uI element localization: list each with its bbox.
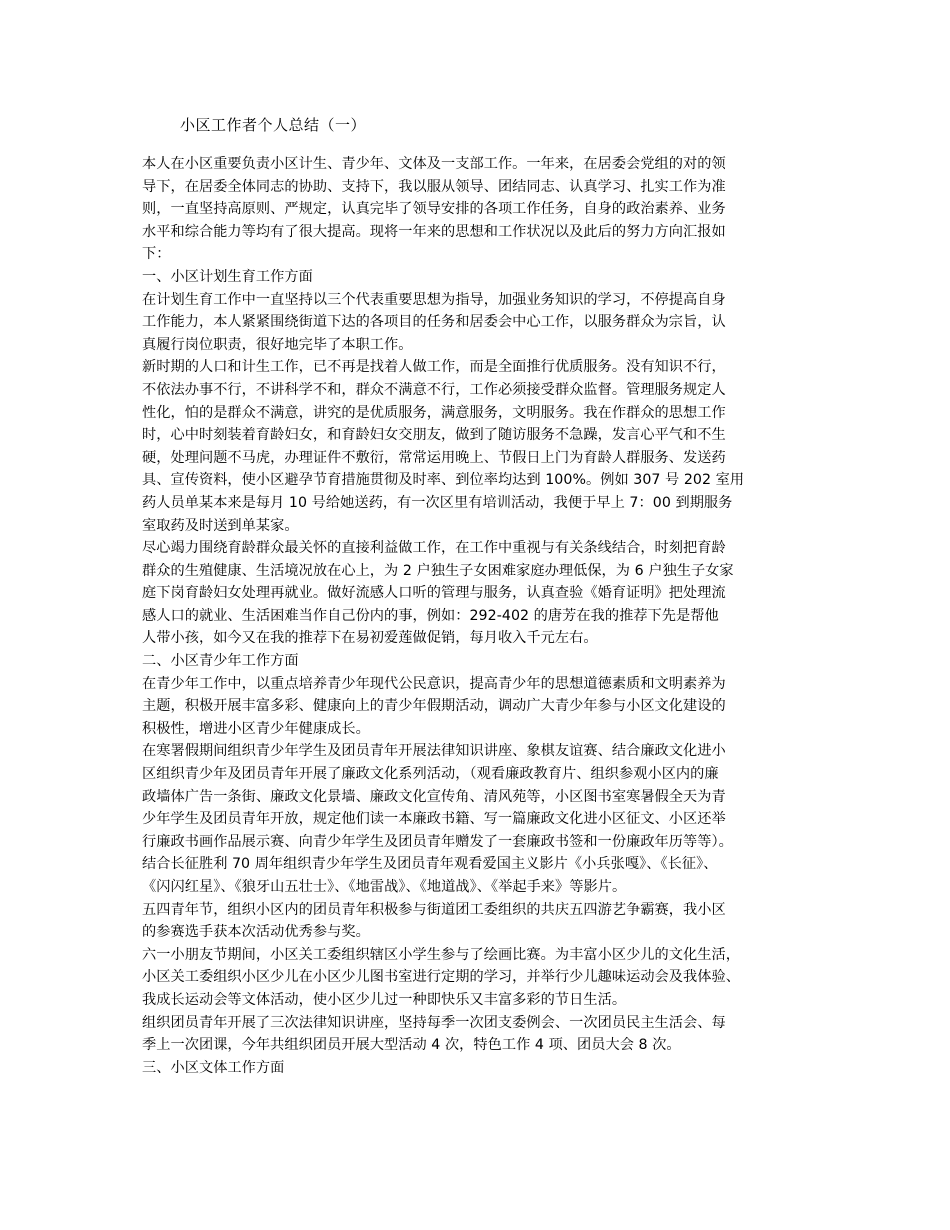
text-line: 季上一次团课，今年共组织团员开展大型活动 4 次，特色工作 4 项、团员大会 8 次。 <box>142 1037 681 1054</box>
text-line: 组织团员青年开展了三次法律知识讲座，坚持每季一次团支委例会、一次团员民主生活会、每 <box>142 1014 726 1031</box>
text-line: 药人员单某本来是每月 10 号给她送药，有一次区里有培训活动，我便于早上 7：00 到期服务 <box>142 494 733 511</box>
text-line: 本人在小区重要负责小区计生、青少年、文体及一支部工作。一年来，在居委会党组的对的领 <box>142 156 726 172</box>
text-line: 真履行岗位职责，很好地完毕了本职工作。 <box>142 336 413 353</box>
text-line: 人带小孩，如今又在我的推荐下在易初爱莲做促销，每月收入千元左右。 <box>142 630 598 647</box>
text-line: 性化，怕的是群众不满意，讲究的是优质服务，满意服务，文明服务。我在作群众的思想工作 <box>142 404 726 421</box>
text-line: 感人口的就业、生活困难当作自己份内的事，例如：292-402 的唐芳在我的推荐下先是帮他 <box>142 607 719 624</box>
text-line: 不依法办事不行，不讲科学不和，群众不满意不行，工作必须接受群众监督。管理服务规定人 <box>142 381 726 398</box>
text-line: 五四青年节，组织小区内的团员青年积极参与街道团工委组织的共庆五四游艺争霸赛，我小区 <box>142 901 726 918</box>
text-line: 工作能力，本人紧紧围绕街道下达的各项目的任务和居委会中心工作，以服务群众为宗旨，认 <box>142 314 726 331</box>
text-line: 尽心竭力围绕育龄群众最关怀的直接利益做工作，在工作中重视与有关条线结合，时刻把育龄 <box>142 540 726 557</box>
document-title: 小区工作者个人总结（一） <box>180 116 367 134</box>
text-line: 庭下岗育龄妇女处理再就业。做好流感人口听的管理与服务，认真查验《婚育证明》把处理流 <box>142 585 726 602</box>
text-line: 在青少年工作中，以重点培养青少年现代公民意识，提高青少年的思想道德素质和文明素养为 <box>142 675 726 692</box>
text-line: 硬，处理问题不马虎，办理证件不敷衍，常常运用晚上、节假日上门为育龄人群服务、发送药 <box>142 449 726 466</box>
text-line: 政墙体广告一条街、廉政文化景墙、廉政文化宣传角、清风苑等，小区图书室寒暑假全天为青 <box>142 788 726 805</box>
text-line: 一、小区计划生育工作方面 <box>142 268 313 285</box>
text-line: 少年学生及团员青年开放，规定他们读一本廉政书籍、写一篇廉政文化进小区征文、小区还举 <box>142 811 726 828</box>
text-line: 具、宣传资料，使小区避孕节育措施贯彻及时率、到位率均达到 100%。例如 307 号 202 室用 <box>142 472 745 489</box>
text-line: 群众的生殖健康、生活境况放在心上，为 2 户独生子女困难家庭办理低保，为 6 户独生子女家 <box>142 562 734 579</box>
text-line: 室取药及时送到单某家。 <box>142 517 299 534</box>
text-line: 三、小区文体工作方面 <box>142 1059 285 1076</box>
text-line: 六一小朋友节期间，小区关工委组织辖区小学生参与了绘画比赛。为丰富小区少儿的文化生活， <box>142 946 740 963</box>
text-line: 新时期的人口和计生工作，已不再是找着人做工作，而是全面推行优质服务。没有知识不行， <box>142 359 726 376</box>
document-body <box>142 153 822 1079</box>
text-line: 结合长征胜利 70 周年组织青少年学生及团员青年观看爱国主义影片《小兵张嘎》、《长征》、 <box>142 856 718 873</box>
text-line: 主题，积极开展丰富多彩、健康向上的青少年假期活动，调动广大青少年参与小区文化建设的 <box>142 698 726 715</box>
text-line: 导下，在居委全体同志的协助、支持下，我以服从领导、团结同志、认真学习、扎实工作为准 <box>142 178 726 195</box>
text-line: 小区关工委组织小区少儿在小区少儿图书室进行定期的学习，并举行少儿趣味运动会及我体验、 <box>142 969 740 986</box>
text-line: 区组织青少年及团员青年开展了廉政文化系列活动，（观看廉政教育片、组织参观小区内的廉 <box>142 766 719 783</box>
text-line: 我成长运动会等文体活动，使小区少儿过一种即快乐又丰富多彩的节日生活。 <box>142 991 627 1008</box>
text-line: 在寒署假期间组织青少年学生及团员青年开展法律知识讲座、象棋友谊赛、结合廉政文化进小 <box>142 743 726 760</box>
text-line: 的参赛选手获本次活动优秀参与奖。 <box>142 924 370 941</box>
text-line: 行廉政书画作品展示赛、向青少年学生及团员青年赠发了一套廉政书签和一份廉政年历等等）。 <box>142 833 733 850</box>
text-line: 下： <box>142 246 171 263</box>
text-line: 在计划生育工作中一直坚持以三个代表重要思想为指导，加强业务知识的学习，不停提高自身 <box>142 291 726 308</box>
text-line: 则，一直坚持高原则、严规定，认真完毕了领导安排的各项工作任务，自身的政治素养、业务 <box>142 201 726 218</box>
text-line: 二、小区青少年工作方面 <box>142 653 299 670</box>
text-line: 积极性，增进小区青少年健康成长。 <box>142 720 370 737</box>
text-line: 水平和综合能力等均有了很大提高。现将一年来的思想和工作状况以及此后的努力方向汇报如 <box>142 223 726 240</box>
text-line: 时，心中时刻装着育龄妇女，和育龄妇女交朋友，做到了随访服务不急躁，发言心平气和不生 <box>142 427 726 444</box>
text-line: 《闪闪红星》、《狼牙山五壮士》、《地雷战》、《地道战》、《举起手来》等影片。 <box>142 879 627 895</box>
